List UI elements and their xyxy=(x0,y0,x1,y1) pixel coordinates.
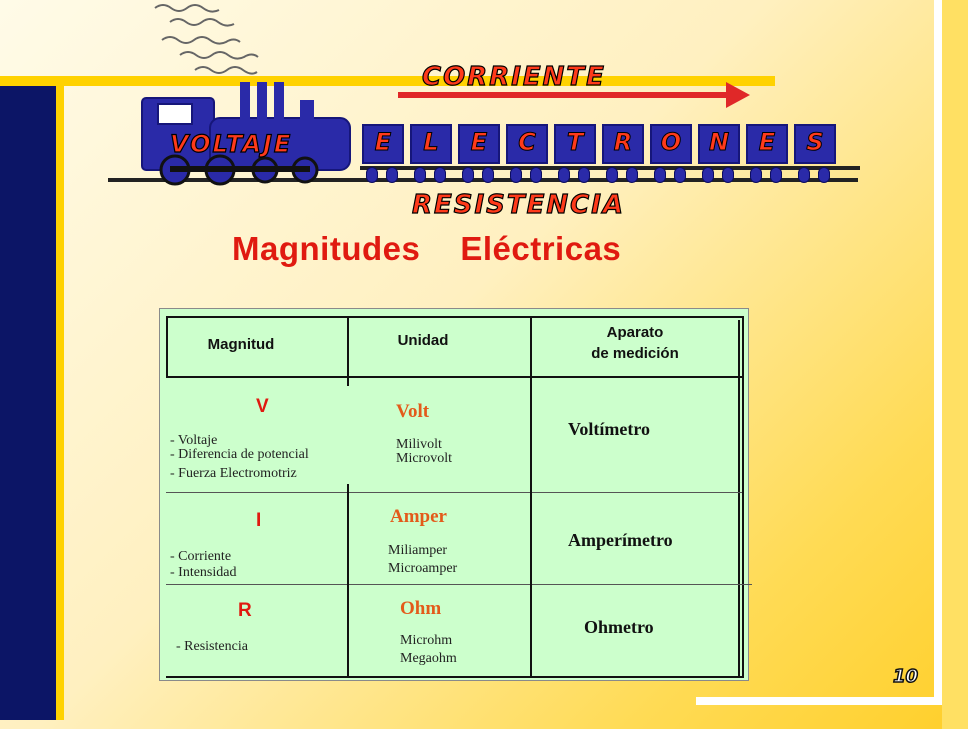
header-magnitud: Magnitud xyxy=(207,336,275,353)
car-letter: O xyxy=(660,128,682,156)
subunit: Milivolt xyxy=(396,437,442,452)
train-car xyxy=(602,124,644,164)
car-letter: T xyxy=(566,128,584,156)
subunit: Megaohm xyxy=(400,651,457,666)
corriente-wordart: CORRIENTE xyxy=(422,62,606,92)
header-aparato-line2: de medición xyxy=(591,345,679,362)
car-letter: S xyxy=(806,128,824,156)
wheel-icon xyxy=(654,167,666,183)
unit-ohm: Ohm xyxy=(400,598,442,619)
wheel-icon xyxy=(626,167,638,183)
wheel-icon xyxy=(674,167,686,183)
subunit: Microamper xyxy=(388,561,458,576)
device-amperimetro: Amperímetro xyxy=(568,530,673,550)
symbol-voltage: V xyxy=(256,396,269,417)
train-car xyxy=(458,124,500,164)
unit-amper: Amper xyxy=(390,506,447,527)
desc-line: - Resistencia xyxy=(176,639,248,654)
train-car xyxy=(794,124,836,164)
left-navy-bar xyxy=(0,86,56,720)
car-letter: E xyxy=(758,128,776,156)
table-border xyxy=(166,316,168,378)
device-voltimetro: Voltímetro xyxy=(568,419,650,439)
wheel-icon xyxy=(482,167,494,183)
car-letter: L xyxy=(423,128,439,156)
desc-line: - Intensidad xyxy=(170,565,237,580)
header-unidad: Unidad xyxy=(397,332,449,349)
unit-volt: Volt xyxy=(396,401,430,422)
resistencia-wordart: RESISTENCIA xyxy=(412,190,626,220)
desc-line: - Fuerza Electromotriz xyxy=(170,466,297,481)
table-border xyxy=(742,316,744,678)
wheel-icon xyxy=(798,167,810,183)
desc-line: - Diferencia de potencial xyxy=(170,447,309,462)
wheel-icon xyxy=(818,167,830,183)
train-car xyxy=(506,124,548,164)
wheel-icon xyxy=(434,167,446,183)
subunit: Microhm xyxy=(400,633,453,648)
wheel-icon xyxy=(750,167,762,183)
table-column-divider xyxy=(530,316,532,678)
desc-line: - Corriente xyxy=(170,549,232,564)
table-border xyxy=(738,320,740,676)
title-word-1: Magnitudes xyxy=(232,230,421,267)
wheel-icon xyxy=(530,167,542,183)
train-car xyxy=(362,124,404,164)
table-border xyxy=(166,676,744,678)
device-ohmetro: Ohmetro xyxy=(584,617,654,637)
table-row-divider xyxy=(166,376,744,378)
wheel-icon xyxy=(770,167,782,183)
wheel-icon xyxy=(578,167,590,183)
header-aparato xyxy=(560,324,710,362)
car-letter: N xyxy=(708,128,730,156)
table-row-divider xyxy=(166,584,752,585)
wheel-icon xyxy=(606,167,618,183)
right-white-line xyxy=(934,0,942,705)
magnitudes-table xyxy=(159,308,749,681)
smoke-icon xyxy=(155,5,258,74)
table-row-divider xyxy=(166,492,742,493)
wheel-icon xyxy=(462,167,474,183)
wheel-icon xyxy=(510,167,522,183)
train-car xyxy=(554,124,596,164)
car-letter: R xyxy=(613,128,633,156)
wheel-icon xyxy=(702,167,714,183)
voltaje-wordart: VOLTAJE xyxy=(170,130,293,158)
train-car xyxy=(410,124,452,164)
wheel-icon xyxy=(366,167,378,183)
title-word-2: Eléctricas xyxy=(460,230,622,267)
desc-line: - Voltaje xyxy=(170,433,218,448)
train-car xyxy=(698,124,740,164)
wheel-icon xyxy=(414,167,426,183)
header-aparato-line1: Aparato xyxy=(606,324,664,341)
car-letter: C xyxy=(518,128,536,156)
train-car xyxy=(650,124,692,164)
train-car xyxy=(746,124,788,164)
wheel-icon xyxy=(722,167,734,183)
left-yellow-edge xyxy=(56,86,64,720)
car-letter: E xyxy=(374,128,392,156)
symbol-resistance: R xyxy=(238,600,252,621)
wheel-icon xyxy=(386,167,398,183)
page-title xyxy=(232,230,621,268)
right-accent-bar xyxy=(942,0,968,729)
table-border xyxy=(166,316,744,318)
wheel-icon xyxy=(558,167,570,183)
subunit: Microvolt xyxy=(396,451,452,466)
table-column-divider xyxy=(347,484,349,676)
car-letter: E xyxy=(470,128,488,156)
table-column-divider xyxy=(347,316,349,386)
bottom-white-line xyxy=(696,697,942,705)
subunit: Miliamper xyxy=(388,543,448,558)
page-number: 10 xyxy=(893,666,919,687)
symbol-current: I xyxy=(256,510,262,531)
